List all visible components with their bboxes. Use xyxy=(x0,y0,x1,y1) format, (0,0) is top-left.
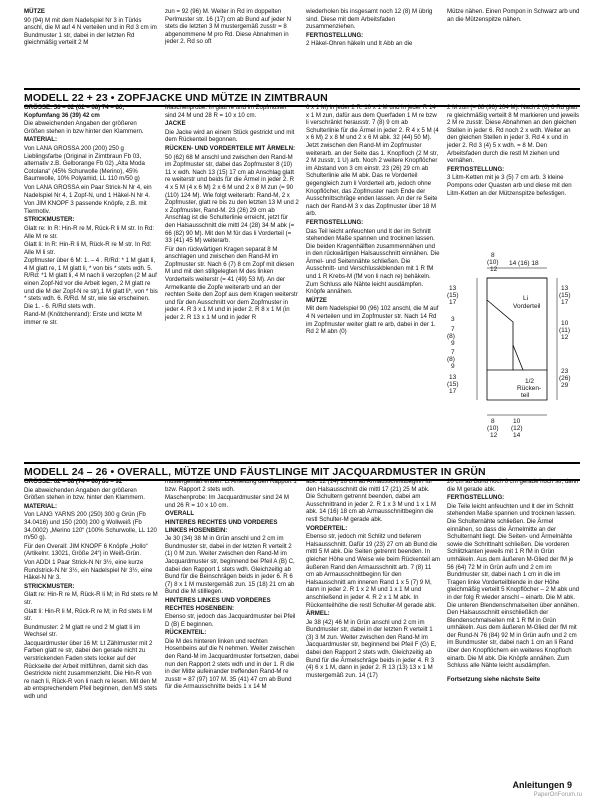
watermark: PaperOnForum.ru xyxy=(533,792,582,798)
text-paragraph: 2 Häkel-Ohren häkeln und lt Abb an die xyxy=(306,40,413,48)
text-heading: STRICKMUSTER: xyxy=(24,216,75,224)
text-heading: ÄRMEL: xyxy=(306,610,330,618)
text-heading: FERTIGSTELLUNG: xyxy=(447,165,505,173)
text-paragraph: GRÖSSE: 62 – 68 (74 – 80) 86 – 92 xyxy=(24,478,123,485)
text-paragraph: Von LANG YARNS 200 (250) 300 g Grün (Fb 34.0416) und 150 (200) 200 g Wollweiß (Fb 34.0002) „Merino 120“ (100% Schurwolle, LL 120 m/50 g). xyxy=(24,511,157,542)
text-heading: MATERIAL: xyxy=(24,136,58,144)
text-heading: MATERIAL: xyxy=(24,502,58,510)
text-paragraph: abk. 12 (14) 16 cm ab Armausschnittbeginn für den Halsausschnitt die mittl 17 (21) 25 M abk. Die Schultern getrennt beenden, dabei am Ausschnittrand in jeder 2. R 1 x 3 M und 1 x 1 M abk. 14 (16) 18 cm ab Armausschnittbeginn die restl Schulter-M gerade abk. xyxy=(306,478,437,523)
dim-label: (10) xyxy=(487,259,499,266)
dim-label: 10 xyxy=(561,320,569,327)
text-paragraph: Die abweichenden Angaben der größeren Größen stehen in bzw. hinter den Klammern. xyxy=(24,486,145,502)
dim-label: (8) xyxy=(447,333,455,340)
cardigan-schematic xyxy=(447,250,581,450)
dim-label: 23 xyxy=(561,368,569,375)
text-paragraph: 3 Litm-Ketten mit je 3 (5) 7 cm arb. 3 kleine Pompons oder Quasten arb und diese mit den Litm-Ketten an der Mützenspitze befestigen. xyxy=(447,174,572,197)
text-paragraph: Je 38 (42) 46 M in Grün anschl und 2 cm im Bundmuster str, dabei in der letzten R verteilt 1 (3) 3 M zun. Weiter zwischen den Rand-M im Jacquardmuster str, beginnend bei Pfeil F (G) E, dabei den Rapport 2 stets wdh. Gleichzeitig ab Bund für die Ärmelschräge beids in jeder 4. R 3 (4) 6 x 1 M, dann in jeder 2. R 13 (13) 13 x 1 M mustergemäß zun. 14 (17) xyxy=(306,618,437,679)
text-heading: HINTERES RECHTES UND VORDERES LINKES HOSENBEIN: xyxy=(165,518,278,534)
dim-label: 17 xyxy=(561,299,569,306)
dim-label: (15) xyxy=(447,292,459,299)
dim-label: (8) xyxy=(447,356,455,363)
dim-label: 13 xyxy=(449,285,457,292)
text-heading: JACKE xyxy=(165,120,186,128)
top-column-4 xyxy=(447,8,581,24)
text-heading: FERTIGSTELLUNG: xyxy=(447,494,505,502)
dim-label: 13 xyxy=(449,374,457,381)
text-paragraph: GRÖSSE: 56 – 62 (62 – 68) 74 – 80; Kopfumfang 36 (39) 42 cm xyxy=(24,104,125,119)
text-heading: VORDERTEIL: xyxy=(306,524,348,532)
dim-label: 14 (16) 18 xyxy=(509,260,539,267)
page-number: 9 xyxy=(566,780,572,790)
dim-label: 17 xyxy=(449,388,457,395)
text-paragraph: Für den Overall: JIM KNOPF 6 Knöpfe „Hollo“ (Artikelnr. 13021, Größe 24“) in Weiß-Grün. xyxy=(24,542,148,558)
dim-label: (15) xyxy=(559,292,571,299)
dim-label: 12 xyxy=(490,432,498,439)
piece-label: teil xyxy=(521,392,530,399)
text-paragraph: Ebenso str, jedoch mit Schlitz und tieferem Halsausschnitt. Dafür 19 (23) 27 cm ab Bund die mittl 5 M abk. Die Seiten getrennt beenden. In gleicher Höhe und Weise wie beim Rückenteil am äußeren Rand den Armausschnitt arb. 7 (8) 11 cm ab Armausschnittbeginn für den Halsausschnitt am inneren Rand 1 x 5 (7) 9 M, dann in jeder 2. R 1 x 2 M und 1 x 1 M und anschließend in jeder 4. R 2 x 1 M abk. In Rückenteilhöhe die restl Schulter-M gerade abk. xyxy=(306,533,441,609)
text-paragraph: Glatt re: In R: Hin-R re M, Rück-R li M str. In Rd: Alle M re str. xyxy=(24,224,155,240)
text-paragraph: Die Jacke wird an einem Stück gestrickt und mit dem Rückenteil begonnen. xyxy=(165,128,295,144)
text-paragraph: 6 x 1 M) in jeder 2 R. 10 x 1 M und in jeder R 14 x 1 M zun, dafür aus dem Querfaden 1 M re bzw li verschränkt herausstr. 7 (8) 9 cm ab Schulterlinie für die Ärmel in jeder 2. R 4 x 5 M (4 x 6 M) 2 x 8 M und 2 x 6 M abk. 32 (44) 50 M). Jetzt zwischen den Rand-M im Zopfmuster weiterarb. an der Seite das 1. Knopfloch (2 M str, 2 M zusstr, 1 U) arb. Noch 2 weitere Knopflöcher im Abstand von 3 cm einstr. 23 (26) 29 cm ab Schulterlinie alle M abk. Das re Vorderteil gegengleich zum li Vorderteil arb, jedoch ohne Knopflöcher, das Zopfmuster nach Ende der Ausschnittschräge enden lassen. An der re Seite nach der Rand-M 3 x das Zopfmuster über 18 M arb. xyxy=(306,104,439,218)
text-paragraph: Glatt li: In R: Hin-R li M, Rück-R re M str. In Rd: Alle M li str. xyxy=(24,241,152,256)
text-paragraph: 50 (62) 68 M anschl und zwischen den Rand-M im Zopfmuster str, dabei das Zopfmuster 8 (10) 11 x wdh. Nach 13 (15) 17 cm ab Anschlag glatt re weiterstr und beids für die Ärmel in jeder 2. R 4 x 5 M (4 x 6 M) 2 x 6 M und 2 x 8 M zun (= 90 (110) 124 M). Wie folgt weiterarb: Rand-M, 2 x Zopfmuster, glatt re bis zu den letzten 13 M und 2 x Zopfmuster, Rand-M. 23 (26) 29 cm ab Anschlag ist die Schulterlinie erreicht, jetzt für den Halsausschnitt die mittl 24 (28) 34 M abk (= 66 (82) 90 M). Mit den M für das li Vorderteil (= 33 (41) 45 M) weiterarb. xyxy=(165,153,299,245)
text-paragraph: Von ADDI 1 Paar Strick-N Nr 3½, eine kurze Rundstrick-N Nr 3½, ein Nadelspiel Nr 3½, eine Häkel-N Nr 3. xyxy=(24,558,153,582)
model1-column-4 xyxy=(447,104,581,198)
text-paragraph: Von LANA GROSSA ein Paar Strick-N Nr 4, ein Nadelspiel Nr 4, 1 Zopf-N, und 1 Häkel-N Nr 4. xyxy=(24,183,152,199)
dim-label: (10) xyxy=(487,425,499,432)
page-footer xyxy=(512,780,572,790)
dim-label: 17 xyxy=(449,299,457,306)
text-paragraph: Die abweichenden Angaben der größeren Größen stehen in bzw hinter den Klammern. xyxy=(24,120,144,135)
top-column-2 xyxy=(165,8,299,47)
text-heading: FERTIGSTELLUNG: xyxy=(306,218,364,226)
dim-label: 9 xyxy=(451,363,455,370)
text-paragraph: Mütze nähen. Einen Pompon in Schwarz arb und an die Mützenspitze nähen. xyxy=(447,8,580,23)
text-heading: RÜCKEN- UND VORDERTEILE MIT ÄRMELN: xyxy=(165,144,295,152)
model1-column-2 xyxy=(165,104,299,323)
text-paragraph: Bundmuster: 2 M glatt re und 2 M glatt li im Wechsel str. xyxy=(24,623,141,639)
text-paragraph: mustergemäß enden. Lt Anleitung den Rapport 1 bzw. Rapport 2 stets wdh. xyxy=(165,478,297,493)
dim-label: 14 xyxy=(513,432,521,439)
model2-column-1 xyxy=(24,478,158,702)
text-heading: MÜTZE xyxy=(306,296,327,304)
dim-label: 7 xyxy=(451,349,455,356)
text-heading: FERTIGSTELLUNG: xyxy=(306,31,364,39)
text-paragraph: Maschenprobe: In glatt re und im Zopfmuster sind 24 M und 28 R = 10 x 10 cm. xyxy=(165,104,287,119)
text-heading: MÜTZE xyxy=(24,8,45,15)
top-column-1 xyxy=(24,8,158,48)
text-paragraph: Glatt re: Hin-R re M, Rück-R li M; in Rd stets re M str. xyxy=(24,591,158,606)
dim-label: 10 xyxy=(513,418,521,425)
model2-column-2 xyxy=(165,478,299,692)
text-paragraph: 90 (94) M mit dem Nadelspiel Nr 3 in Türkis anschl, die M auf 4 N verteilen und in Rd 3 cm im Bundmuster 1 str, dabei in der letzten Rd gleichmäßig verteilt 2 M xyxy=(24,16,157,47)
text-paragraph: Ebenso str, jedoch das Jacquardmuster bei Pfeil D (B) E beginnen. xyxy=(165,613,296,628)
piece-label: Vorderteil xyxy=(513,303,541,310)
dim-label: 8 xyxy=(491,418,495,425)
dim-label: (26) xyxy=(559,375,571,382)
text-paragraph: Die Teile leicht anfeuchten und lt der im Schnitt stehenden Maße spannen und trocknen lassen. Die Schulternähte schließen. Die Ärmel einnähen, so dass die Ärmelmitte an der Schulternaht liegt. Die Seiten- und Ärmelnähte sowie die Schrittnaht schließen. Die vorderen Schlitzkanten jeweils mit 1 R fM in Grün umhäkeln. Aus dem äußeren M-Glied der fM je 56 (64) 72 M in Grün aufn und 2 cm im Bundmuster str, dabei nach 1 cm in die im Tragen linke Vorderteilblende in der Höhe gleichmäßig verteilt 5 Knopflöcher – 2 M abk und in der folg R wieder anschl – einarb. Die M abk. Die unteren Blendenschmalseiten über annähen. Den Halsausschnitt einschließlich der Blendenschmalseiten mit 1 R fM in Grün umhäkeln. Aus dem äußeren M-Glied der fM mit der Rund-N 76 (84) 92 M in Grün aufn und 2 cm im Bundmuster str, dabei nach 1 cm an li Rand über den Knopflöchern ein weiteres Knopfloch einarb. Die M abk. Die Knöpfe annähen. Zum Schluss alle Nähte leicht ausdämpfen. xyxy=(447,502,580,670)
dim-label: 8 xyxy=(491,252,495,259)
piece-label: 1/2 xyxy=(525,378,535,385)
dim-label: (15) xyxy=(447,381,459,388)
dim-label: 12 xyxy=(490,266,498,273)
text-paragraph: Rand-M (Knötchenrand): Erste und letzte M immer re str. xyxy=(24,311,142,327)
text-heading: OVERALL xyxy=(165,510,195,518)
text-paragraph: Das Teil leicht anfeuchten und lt der im Schnitt stehenden Maße spannen und trocknen lassen. Die beiden Kragenhälften zusammennähen und in den rückwärtigen Halsausschnitt einnähen. Die Ärmel- und Seitennähte schließen. Die Ausschnitt- und Verschlusskblenden mit 1 R fM und 1 R Krebs-M (fM von li nach re) behäkeln. Zum Schluss alle Nähte leicht ausdämpfen. Knöpfe annähen. xyxy=(306,227,440,296)
dim-label: 29 xyxy=(561,382,569,389)
dim-label: 12 xyxy=(561,334,569,341)
model2-column-4 xyxy=(447,478,581,684)
model2-column-3 xyxy=(306,478,440,680)
model1-column-1 xyxy=(24,104,158,328)
text-paragraph: Zopfmuster über 6 M: 1. – 4 . R/Rd: * 1 M glatt li, 4 M glatt re, 1 M glatt li, * von bis * stets wdh. 5. R/Rd: *1 M glatt li, 4 M nach li verzopfen (2 M auf einen Zopf-Nd vor die Arbeit legen, 2 M glatt re und die M der Zopf-N re str),1 M glatt li*, von * bis * stets wdh. 6. R/Rd. M str, wie sie erscheinen. Die 1. - 6. R/Rd stets wdh. xyxy=(24,257,158,310)
text-paragraph: Jacquardmuster über 16 M: Lt Zählmuster mit 2 Farben glatt re str, dabei den gerade nicht zu verstrickenden Faden stets locker auf der Rückseite der Arbeit mitführen, damit sich das Gestrickte nicht zusammenzieht. Die Hin-R von re nach li, Rück-R von li nach re lesen. Mit den M ab entsprechendem Pfeil beginnen, den MS stets wdh und xyxy=(24,639,158,701)
text-paragraph: Von LANA GROSSA 200 (200) 250 g Lieblingsfarbe (Original in Zimtbraun Fb 03, alternativ z.B. Gelborange Fb 02) „Alta Moda Cotolana“ (45% Schurwolle (Merino), 45% Baumwolle, 10% Polyamid, LL 110 m/50 g) xyxy=(24,144,145,183)
dim-label: (11) xyxy=(559,327,571,334)
model1-column-3 xyxy=(306,104,440,337)
footer-label: Anleitungen xyxy=(512,780,565,790)
dim-label: 3 xyxy=(451,316,455,323)
dim-label: 13 xyxy=(561,285,569,292)
text-paragraph: 2 M zun (= 88 (96) 104 M). Nach 2 (6) 8 Rd glatt re gleichmäßig verteilt 8 M markieren und jeweils 2 M re zusstr. Diese Abnahmen an den gleichen Stellen in jeder 6. Rd noch 2 x wdh. Weiter an den gleichen Stellen in jeder 3. Rd 4 x und in jeder 2. Rd 3 (4) 5 x wdh. = 8 M. Den Arbeitsfaden durch die restl M ziehen und vernähen. xyxy=(447,104,580,165)
text-paragraph: Maschenprobe: Im Jacquardmuster sind 24 M und 26 R = 10 x 10 cm. xyxy=(165,494,289,509)
text-heading: STRICKMUSTER: xyxy=(24,582,75,590)
section-title-model-22-23: MODELL 22 + 23 • ZOPFJACKE UND MÜTZE IN ZIMTBRAUN xyxy=(24,88,580,107)
continued-note: Fortsetzung siehe nächste Seite xyxy=(447,675,541,683)
text-heading: RÜCKENTEIL: xyxy=(165,629,207,637)
text-paragraph: Glatt li: Hin-R li M, Rück-R re M; in Rd stets li M str. xyxy=(24,607,153,623)
section-title-model-24-26: MODELL 24 – 26 • OVERALL, MÜTZE UND FÄUSTLINGE MIT JACQUARDMUSTER IN GRÜN xyxy=(24,462,580,481)
piece-label: Li xyxy=(523,295,529,302)
dim-label: 9 xyxy=(451,340,455,347)
text-paragraph: Für den rückwärtigen Kragen separat 8 M anschlagen und zwischen den Rand-M im Zopfmuster str. Nach 6 (7) 8 cm Zopf mit diesen M und mit den stillgelegten M des linken Vorderteils weiterstr (= 41 (49) 53 M). An der Armelkante die Zopfe weiterarb und an der rechten Seite den Zopf aus dem Kragen weiterstr und für den Ausschnitt vor dem Zopfmuster in jeder 4. R 3 x 1 M und in jeder 2. R 8 x 1 M (in jeder 2. R 13 x 1 M und in jeder R xyxy=(165,245,298,322)
dim-label: 7 xyxy=(451,326,455,333)
piece-label: Rücken- xyxy=(517,385,542,392)
text-paragraph: zun = 92 (96) M. Weiter in Rd im doppelten Perlmuster str. 16 (17) cm ab Bund auf jeder N stets die letzten 3 M mustergemäß zusstr = 8 abgenommene M pro Rd. Diese Abnahmen in jeder 2. Rd so oft xyxy=(165,8,291,46)
text-heading: HINTERES LINKES UND VORDERES RECHTES HOSENBEIN: xyxy=(165,596,271,612)
text-paragraph: Mit dem Nadelspiel 90 (96) 102 anschl, die M auf 4 N verteilen und im Zopfmuster str. Nach 14 Rd im Zopfmuster weiter glatt re arb, dabei in der 1. Rd 2 M abn (0) xyxy=(306,305,439,336)
text-paragraph: 20 cm ab Bund noch 6 cm gerade hoch str, dann die M gerade abk. xyxy=(447,478,579,493)
text-paragraph: Die M des hinteren linken und rechten Hosenbeins auf die N nehmen. Weiter zwischen den Rand-M im Jacquardmuster fortsetzen, dabei nun den Rapport 2 stets wdh und in der 1. R die in der Mitte aufeinander treffenden Rand-M re zusstr = 87 (97) 107 M. 35 (41) 47 cm ab Bund für die Armausschnitte beids 1 x 14 M xyxy=(165,637,299,691)
dim-label: (12) xyxy=(511,425,523,432)
text-paragraph: Von JIM KNOPF 3 passende Knöpfe, z.B. mit Tiermotiv. xyxy=(24,200,147,215)
text-paragraph: wiederholen bis insgesamt noch 12 (8) M übrig sind. Diese mit dem Arbeitsfaden zusammenziehen. xyxy=(306,8,433,31)
text-paragraph: Je 30 (34) 38 M in Grün anschl und 2 cm im Bundmuster str, dabei in der letzten R verteilt 2 (1) 0 M zun. Weiter zwischen den Rand-M im Jacquardmuster str, beginnend bei Pfeil A (B) C, dabei den Rapport 1 stets wdh. Gleichzeitig ab Bund für die Beinschrägen beids in jeder 6. R 6 (7) 8 x 1 M mustergemäß zun. 15 (18) 21 cm ab Bund die M stilllegen. xyxy=(165,535,295,596)
top-column-3 xyxy=(306,8,440,49)
